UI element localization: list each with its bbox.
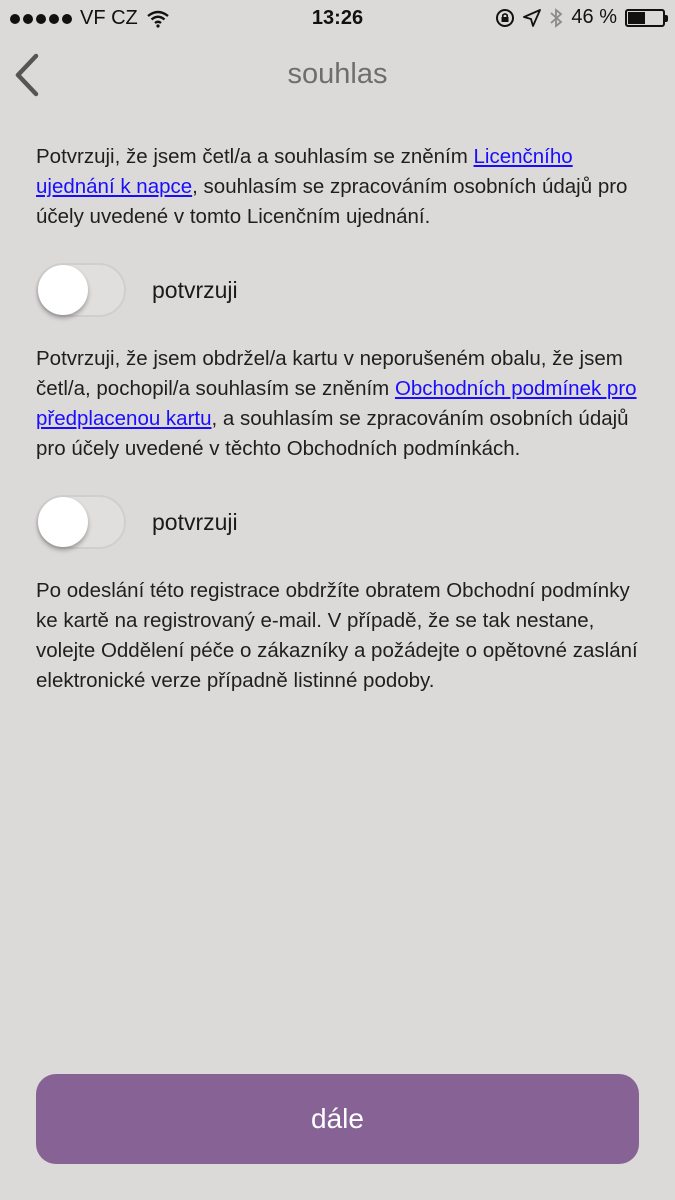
terms-consent-text [36, 344, 640, 464]
battery-icon [625, 9, 665, 27]
bluetooth-icon [549, 8, 563, 28]
terms-consent-toggle-label: potvrzuji [152, 508, 238, 535]
terms-conditions-link[interactable]: Obchodních podmínek pro předplacenou kartu [36, 377, 637, 430]
license-agreement-link[interactable]: Licenčního ujednání k napce [36, 145, 573, 198]
terms-text-before: Potvrzuji, že jsem obdržel/a kartu v neporušeném obalu, že jsem četl/a, pochopil/a souhlasím se zněním [36, 347, 623, 400]
page-title: souhlas [287, 58, 388, 90]
license-consent-toggle-row [36, 260, 640, 320]
license-consent-toggle[interactable] [36, 263, 126, 317]
status-bar [0, 0, 675, 38]
battery-percent: 46 % [571, 6, 617, 28]
rotation-lock-icon [495, 8, 515, 28]
license-text-after: , souhlasím se zpracováním osobních údajů pro účely uvedené v tomto Licenčním ujednání. [36, 175, 628, 228]
registration-info-text: Po odeslání této registrace obdržíte obratem Obchodní podmínky ke kartě na registrovaný e-mail. V případě, že se tak nestane, volejte Oddělení péče o zákazníky a požádejte o opětovné zaslání elektronické verze případně listinné podoby. [36, 579, 638, 692]
battery-fill [628, 12, 645, 24]
license-consent-toggle-label: potvrzuji [152, 276, 238, 303]
next-button[interactable]: dále [36, 1074, 639, 1164]
terms-consent-toggle[interactable] [36, 495, 126, 549]
navigation-bar [0, 38, 675, 116]
license-text-before: Potvrzuji, že jsem četl/a a souhlasím se zněním [36, 145, 474, 168]
status-time: 13:26 [311, 7, 364, 29]
status-right [495, 6, 665, 29]
consent-content [36, 142, 640, 696]
terms-consent-toggle-row [36, 492, 640, 552]
toggle-knob [38, 265, 88, 315]
carrier-name: VF CZ [80, 7, 138, 29]
toggle-knob [38, 497, 88, 547]
terms-text-after: , a souhlasím se zpracováním osobních údajů pro účely uvedené v těchto Obchodních podmínkách. [36, 407, 629, 460]
location-arrow-icon [523, 9, 541, 27]
license-consent-text [36, 142, 640, 232]
